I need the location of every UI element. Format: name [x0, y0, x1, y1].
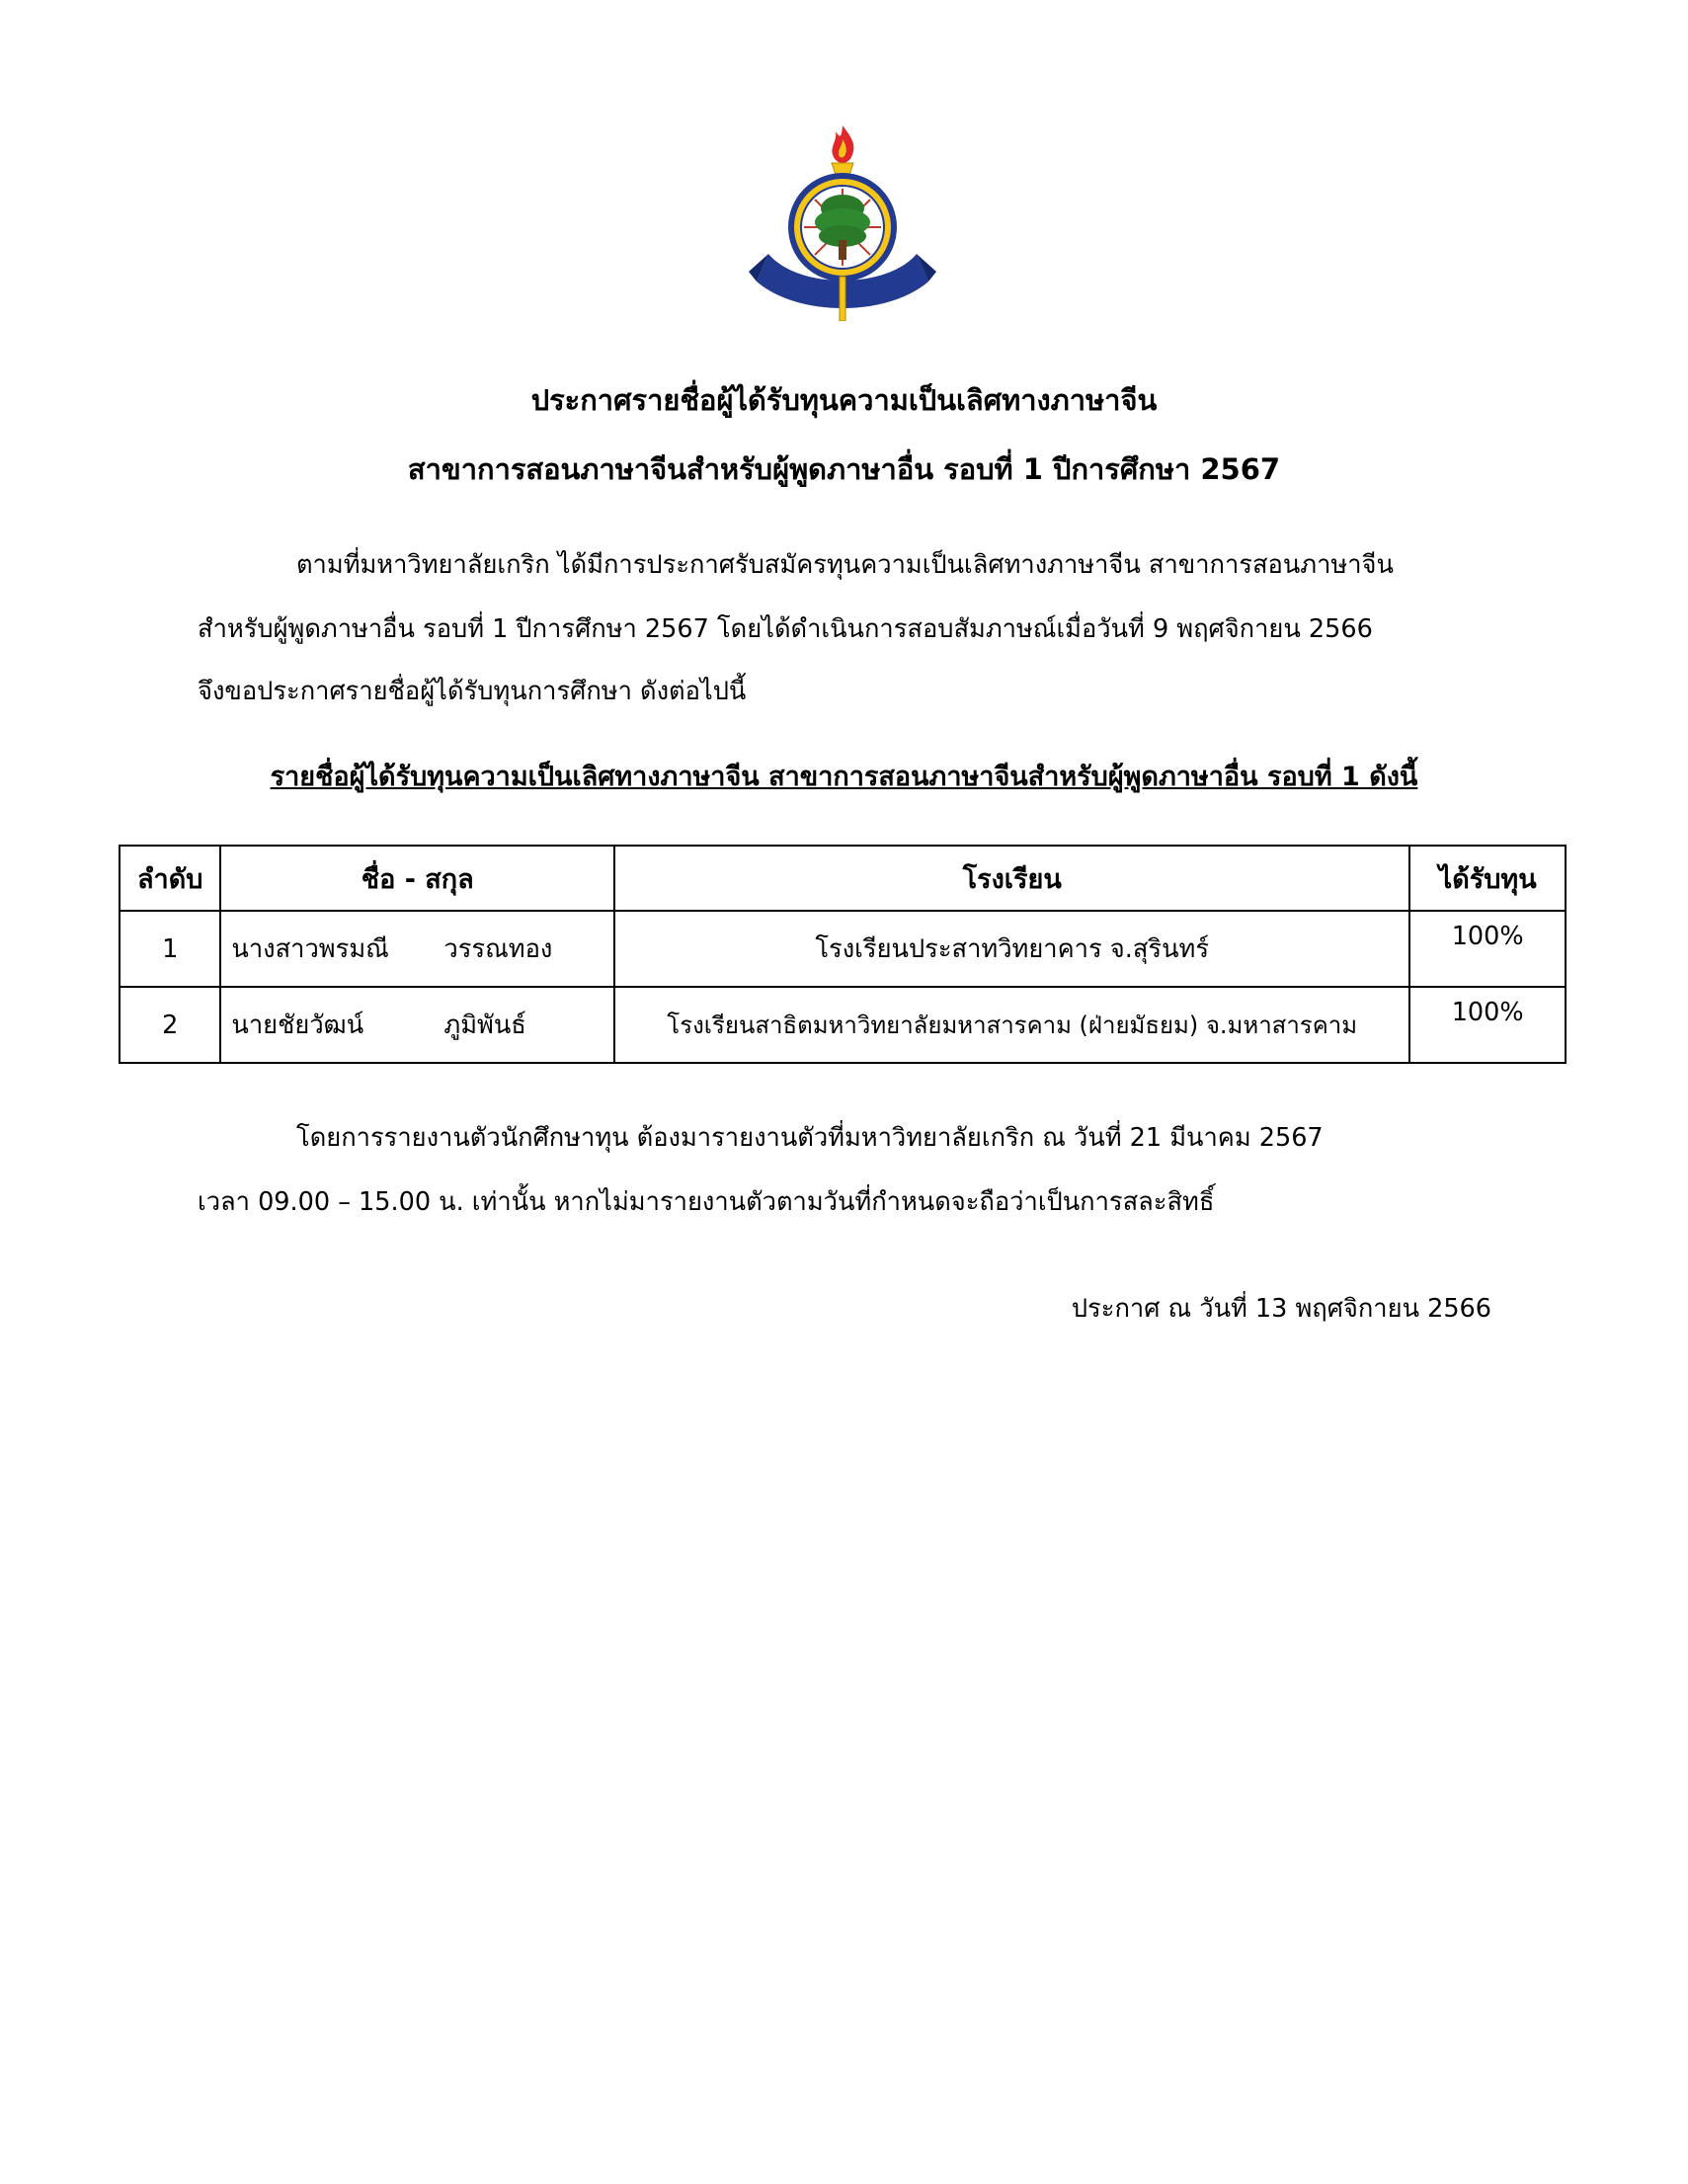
intro-line-1: ตามที่มหาวิทยาลัยเกริก ได้มีการประกาศรับสมัครทุนความเป็นเลิศทางภาษาจีน สาขาการสอนภาษาจีน: [296, 550, 1394, 580]
intro-line-3: จึงขอประกาศรายชื่อผู้ได้รับทุนการศึกษา ดังต่อไปนี้: [198, 677, 747, 706]
announcement-title: ประกาศรายชื่อผู้ได้รับทุนความเป็นเลิศทางภาษาจีน: [530, 383, 1158, 417]
column-header-scholarship: ได้รับทุน: [1409, 846, 1566, 911]
announcement-date: ประกาศ ณ วันที่ 13 พฤศจิกายน 2566: [1071, 1294, 1491, 1324]
column-header-name: ชื่อ - สกุล: [220, 846, 614, 911]
row-order: 1: [120, 911, 220, 987]
column-header-school: โรงเรียน: [614, 846, 1409, 911]
row-school: โรงเรียนสาธิตมหาวิทยาลัยมหาสารคาม (ฝ่ายมัธยม) จ.มหาสารคาม: [614, 987, 1409, 1063]
row-school: โรงเรียนประสาทวิทยาคาร จ.สุรินทร์: [614, 911, 1409, 987]
recipient-table: [119, 845, 1567, 1064]
announcement-subtitle: สาขาการสอนภาษาจีนสำหรับผู้พูดภาษาอื่น รอบที่ 1 ปีการศึกษา 2567: [407, 452, 1281, 486]
report-note-line-1: โดยการรายงานตัวนักศึกษาทุน ต้องมารายงานตัวที่มหาวิทยาลัยเกริก ณ วันที่ 21 มีนาคม 2567: [296, 1123, 1324, 1153]
recipient-list-heading: รายชื่อผู้ได้รับทุนความเป็นเลิศทางภาษาจีน สาขาการสอนภาษาจีนสำหรับผู้พูดภาษาอื่น รอบที่ 1 ดังนี้: [270, 762, 1418, 792]
last-name: วรรณทอง: [443, 933, 553, 964]
row-full-name: [220, 987, 614, 1063]
row-order: 2: [120, 987, 220, 1063]
row-scholarship: 100%: [1409, 987, 1566, 1063]
table-row: [120, 987, 1566, 1063]
krirk-university-emblem-icon: [749, 123, 936, 321]
intro-line-2: สำหรับผู้พูดภาษาอื่น รอบที่ 1 ปีการศึกษา 2567 โดยได้ดำเนินการสอบสัมภาษณ์เมื่อวันที่ 9 พฤศจิกายน 2566: [198, 614, 1373, 644]
last-name: ภูมิพันธ์: [443, 1010, 526, 1040]
first-name: นายชัยวัฒน์: [231, 1010, 364, 1040]
first-name: นางสาวพรมณี: [231, 933, 389, 964]
row-full-name: [220, 911, 614, 987]
table-row: [120, 911, 1566, 987]
table-header-row: [120, 846, 1566, 911]
row-scholarship: 100%: [1409, 911, 1566, 987]
report-note-line-2: เวลา 09.00 – 15.00 น. เท่านั้น หากไม่มารายงานตัวตามวันที่กำหนดจะถือว่าเป็นการสละสิทธิ์: [198, 1187, 1215, 1217]
column-header-order: ลำดับ: [120, 846, 220, 911]
